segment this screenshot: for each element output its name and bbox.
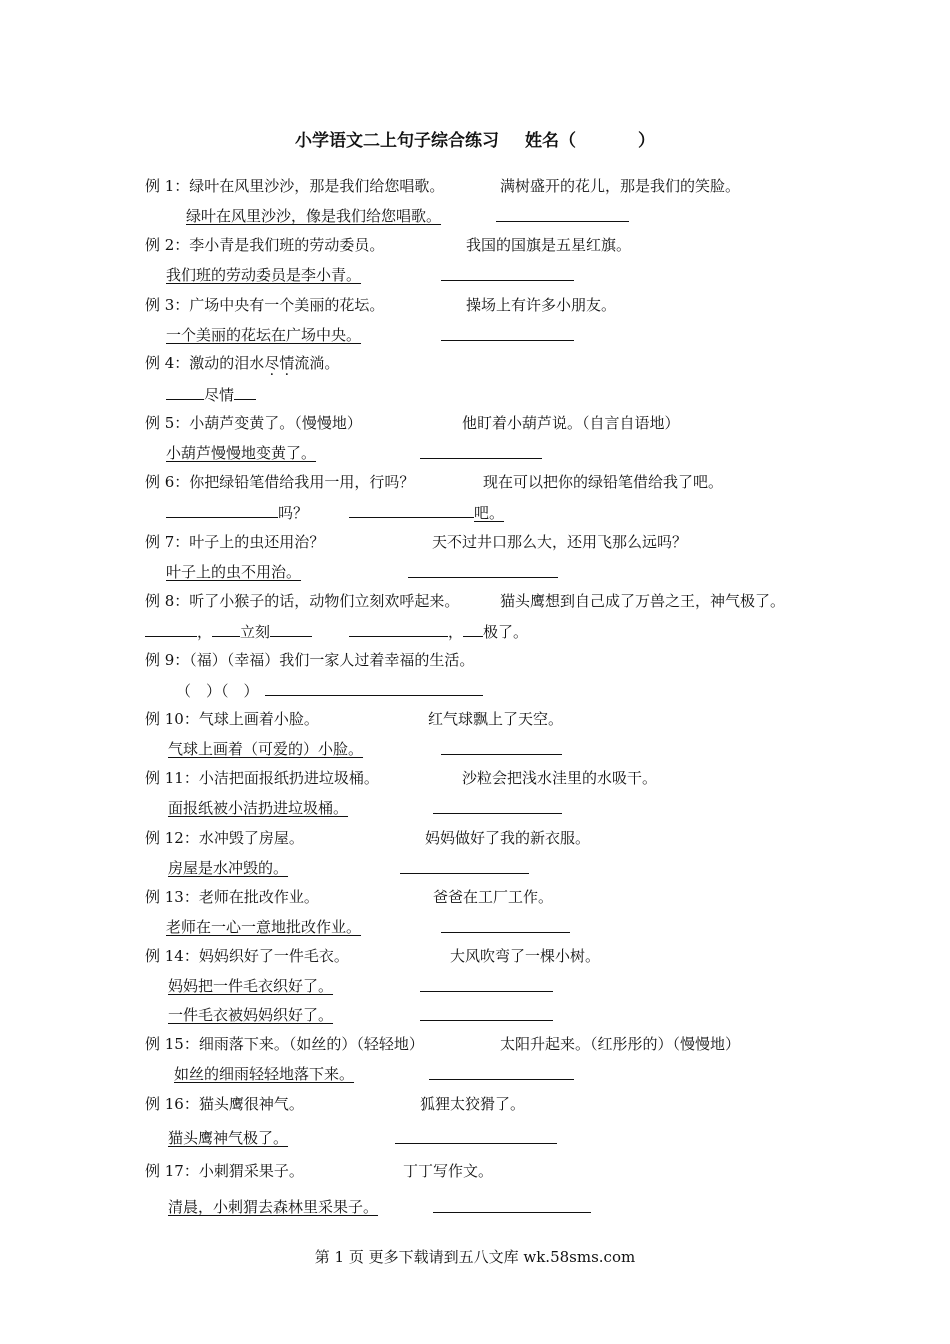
example-6-question-2: 现在可以把你的绿铅笔借给我了吧。 xyxy=(483,473,724,491)
example-16-question-2: 狐狸太狡猾了。 xyxy=(420,1095,526,1113)
example-2-answer xyxy=(166,265,375,285)
example-15-answer xyxy=(160,1064,368,1084)
example-14-answer xyxy=(168,976,357,996)
example-13-blank[interactable] xyxy=(441,917,570,938)
example-1-answer xyxy=(182,206,447,226)
example-5-question: 例 5：小葫芦变黄了。（慢慢地） xyxy=(145,414,362,432)
page-footer: 第 1 页 更多下载请到五八文库 wk.58sms.com xyxy=(314,1248,636,1266)
example-6-answer-1-text: 吗？ xyxy=(278,504,309,522)
example-3-question-2: 操场上有许多小朋友。 xyxy=(466,296,617,314)
example-16-answer xyxy=(168,1128,312,1148)
example-16-answer-text: 猫头鹰神气极了。 xyxy=(168,1129,289,1147)
example-4-pre: 例 4：激动的泪水 xyxy=(145,354,265,372)
example-17-answer-text: 清晨，小刺猬去森林里采果子。 xyxy=(168,1198,379,1216)
example-4-post: 流淌。 xyxy=(294,354,340,372)
example-14-question-2: 大风吹弯了一棵小树。 xyxy=(450,947,601,965)
example-7-blank[interactable] xyxy=(408,562,558,583)
example-10-answer-text: 气球上画着（可爱的）小脸。 xyxy=(168,740,364,758)
example-10-blank[interactable] xyxy=(441,739,562,760)
example-6-question: 例 6：你把绿铅笔借给我用一用，行吗？ xyxy=(145,473,415,491)
example-5-question-2: 他盯着小葫芦说。（自言自语地） xyxy=(462,414,680,432)
example-2-blank[interactable] xyxy=(441,265,574,286)
example-3-question: 例 3：广场中央有一个美丽的花坛。 xyxy=(145,296,385,314)
example-16-blank[interactable] xyxy=(395,1128,557,1149)
example-4-answer[interactable] xyxy=(166,384,256,405)
example-15-question: 例 15：细雨落下来。（如丝的）（轻轻地） xyxy=(145,1035,424,1053)
example-14-answer-2-text: 一件毛衣被妈妈织好了。 xyxy=(168,1006,334,1024)
example-8-answer-1-text: 立刻 xyxy=(240,623,271,641)
example-1-question-2: 满树盛开的花儿，那是我们的笑脸。 xyxy=(500,177,741,195)
example-11-question-2: 沙粒会把浅水洼里的水吸干。 xyxy=(462,769,658,787)
example-12-answer xyxy=(168,858,328,878)
example-13-answer-text: 老师在一心一意地批改作业。 xyxy=(166,918,362,936)
example-12-answer-text: 房屋是水冲毁的。 xyxy=(168,859,289,877)
example-7-answer-text: 叶子上的虫不用治。 xyxy=(166,563,302,581)
example-14-answer-text: 妈妈把一件毛衣织好了。 xyxy=(168,977,334,995)
example-17-question: 例 17：小刺猬采果子。 xyxy=(145,1162,304,1180)
example-8-comma-1: ， xyxy=(197,623,213,641)
example-16-question: 例 16：猫头鹰很神气。 xyxy=(145,1095,304,1113)
example-4-dot-1: 尽 xyxy=(264,354,280,372)
example-9-answer-text: （ ）（ ） xyxy=(176,682,259,700)
example-14-answer-2 xyxy=(168,1005,357,1025)
example-3-answer xyxy=(166,325,375,345)
example-10-answer xyxy=(168,739,383,759)
example-8-comma-2: ， xyxy=(448,623,464,641)
example-9-question: 例 9：（福）（幸福）我们一家人过着幸福的生活。 xyxy=(145,651,475,669)
example-13-question-2: 爸爸在工厂工作。 xyxy=(433,888,554,906)
example-12-question-2: 妈妈做好了我的新衣服。 xyxy=(425,829,591,847)
example-6-answer-1[interactable] xyxy=(166,502,308,523)
example-7-answer xyxy=(166,562,311,582)
example-1-blank[interactable] xyxy=(496,206,629,227)
example-17-answer xyxy=(160,1197,384,1217)
example-1-question: 例 1：绿叶在风里沙沙，那是我们给您唱歌。 xyxy=(145,177,445,195)
example-8-question-2: 猫头鹰想到自己成了万兽之王，神气极了。 xyxy=(500,592,786,610)
example-8-answer-2-text: 极了。 xyxy=(483,623,529,641)
example-8-answer-2[interactable] xyxy=(349,621,528,642)
example-3-blank[interactable] xyxy=(441,325,574,346)
example-10-question-2: 红气球飘上了天空。 xyxy=(428,710,564,728)
example-9-answer[interactable] xyxy=(176,680,483,701)
name-close: ） xyxy=(638,131,655,151)
example-4-question xyxy=(145,353,339,373)
example-14-blank[interactable] xyxy=(420,976,553,997)
example-15-answer-text: 如丝的细雨轻轻地落下来。 xyxy=(174,1065,355,1083)
example-15-question-2: 太阳升起来。（红彤彤的）（慢慢地） xyxy=(500,1035,741,1053)
example-8-answer-1[interactable] xyxy=(145,621,312,642)
example-7-question-2: 天不过井口那么大，还用飞那么远吗？ xyxy=(432,533,688,551)
example-11-question: 例 11：小洁把面报纸扔进垃圾桶。 xyxy=(145,769,379,787)
example-6-answer-2[interactable] xyxy=(349,502,516,523)
example-8-question: 例 8：听了小猴子的话，动物们立刻欢呼起来。 xyxy=(145,592,460,610)
example-13-question: 例 13：老师在批改作业。 xyxy=(145,888,319,906)
page-title xyxy=(0,126,950,151)
example-5-answer xyxy=(166,443,330,463)
example-17-question-2: 丁丁写作文。 xyxy=(403,1162,494,1180)
name-label: 姓名（ xyxy=(525,131,576,151)
example-13-answer xyxy=(166,917,367,937)
example-11-answer-text: 面报纸被小洁扔进垃圾桶。 xyxy=(168,799,349,817)
example-17-blank[interactable] xyxy=(433,1197,591,1218)
example-5-answer-text: 小葫芦慢慢地变黄了。 xyxy=(166,444,317,462)
example-14-question: 例 14：妈妈织好了一件毛衣。 xyxy=(145,947,349,965)
example-2-answer-text: 我们班的劳动委员是李小青。 xyxy=(166,266,362,284)
example-4-answer-text: 尽情 xyxy=(204,386,235,404)
example-10-question: 例 10：气球上画着小脸。 xyxy=(145,710,319,728)
example-11-answer xyxy=(168,798,360,818)
example-2-question: 例 2：李小青是我们班的劳动委员。 xyxy=(145,236,385,254)
title-text: 小学语文二上句子综合练习 xyxy=(295,131,499,151)
example-4-dot-2: 情 xyxy=(279,354,295,372)
example-11-blank[interactable] xyxy=(433,798,562,819)
example-2-question-2: 我国的国旗是五星红旗。 xyxy=(466,236,632,254)
example-1-answer-text: 绿叶在风里沙沙，像是我们给您唱歌。 xyxy=(186,207,442,225)
example-3-answer-text: 一个美丽的花坛在广场中央。 xyxy=(166,326,362,344)
example-12-blank[interactable] xyxy=(400,858,529,879)
example-6-answer-2-text: 吧。 xyxy=(474,504,505,522)
example-5-blank[interactable] xyxy=(420,443,542,464)
example-15-blank[interactable] xyxy=(429,1064,574,1085)
example-14-blank-2[interactable] xyxy=(420,1005,553,1026)
example-7-question: 例 7：叶子上的虫还用治？ xyxy=(145,533,325,551)
example-12-question: 例 12：水冲毁了房屋。 xyxy=(145,829,304,847)
